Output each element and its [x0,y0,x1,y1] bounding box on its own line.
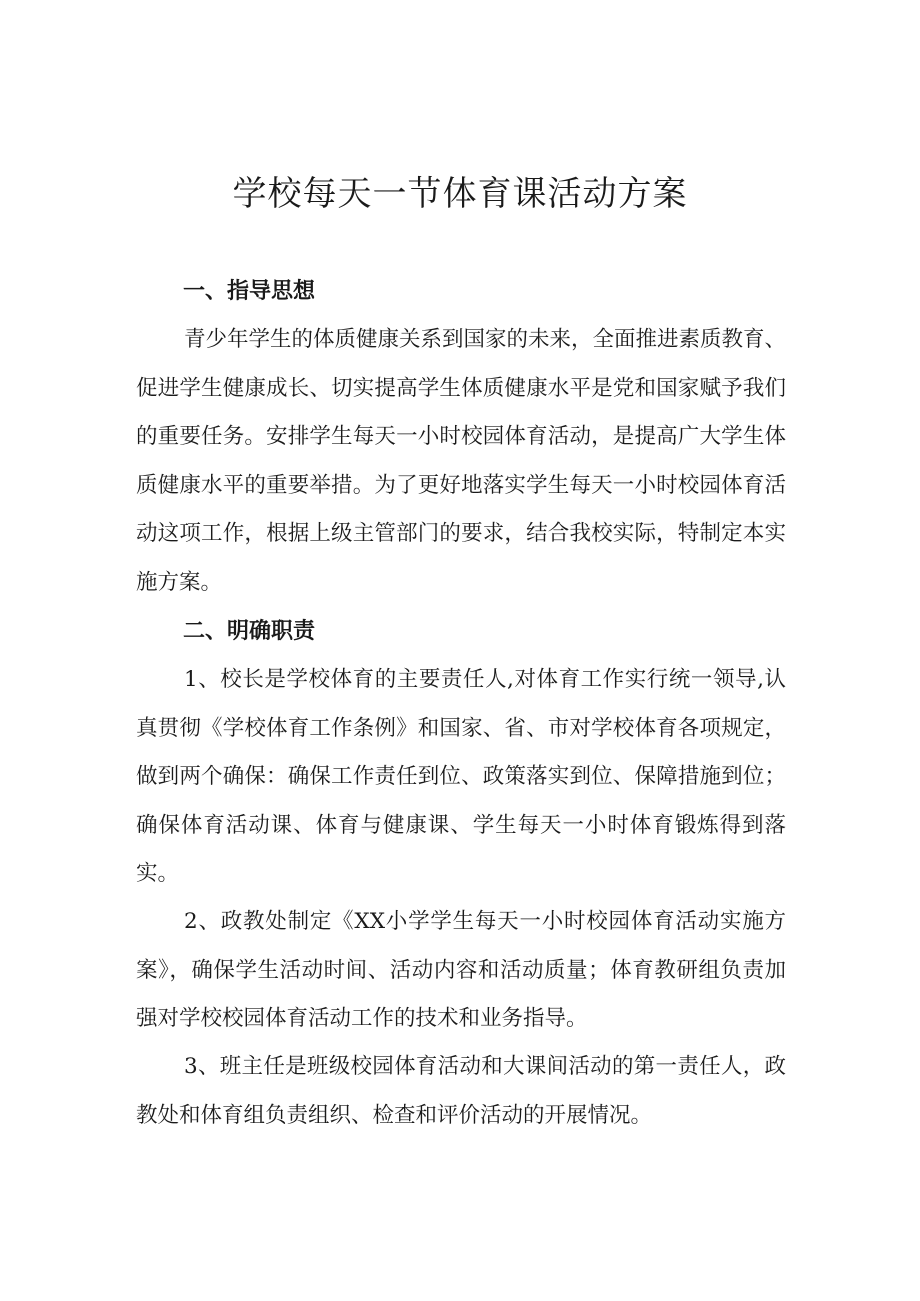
paragraph-responsibility-1: 1、校长是学校体育的主要责任人,对体育工作实行统一领导,认真贯彻《学校体育工作条例》和国家、省、市对学校体育各项规定，做到两个确保：确保工作责任到位、政策落实到位、保障措施到位；确保体育活动课、体育与健康课、学生每天一小时体育锻炼得到落实。 [136,667,786,886]
document-title: 学校每天一节体育课活动方案 [232,174,688,214]
paragraph-guiding-ideology: 青少年学生的体质健康关系到国家的未来，全面推进素质教育、促进学生健康成长、切实提高学生体质健康水平是党和国家赋予我们的重要任务。安排学生每天一小时校园体育活动，是提高广大学生体质健康水平的重要举措。为了更好地落实学生每天一小时校园体育活动这项工作，根据上级主管部门的要求，结合我校实际，特制定本实施方案。 [136,327,787,595]
section-heading-guiding-ideology: 一、指导思想 [183,279,316,304]
section-heading-responsibilities: 二、明确职责 [183,619,316,644]
paragraph-responsibility-3: 3、班主任是班级校园体育活动和大课间活动的第一责任人，政教处和体育组负责组织、检查和评价活动的开展情况。 [136,1054,786,1128]
paragraph-responsibility-2: 2、政教处制定《XX小学学生每天一小时校园体育活动实施方案》，确保学生活动时间、活动内容和活动质量；体育教研组负责加强对学校校园体育活动工作的技术和业务指导。 [136,909,786,1031]
